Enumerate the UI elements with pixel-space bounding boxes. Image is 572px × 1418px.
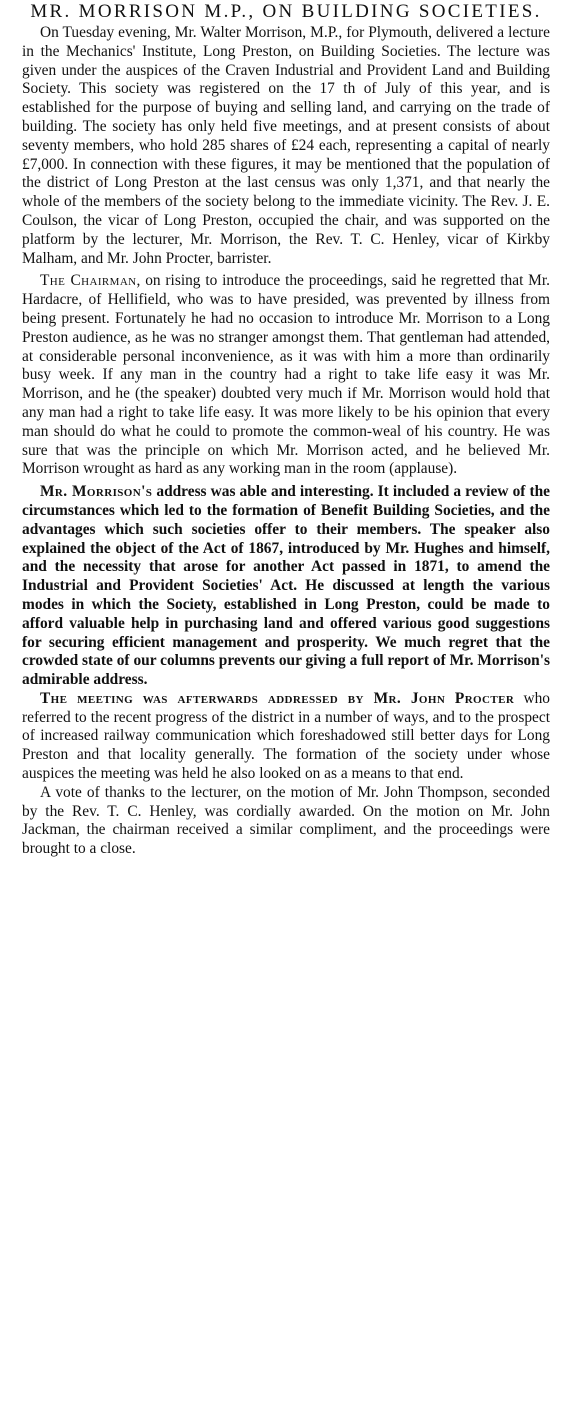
- paragraph-text: A vote of thanks to the lecturer, on the motion of Mr. John Thompson, seconded by the Rev. T. C. Henley, was cordially awarded. On the motion on Mr. John Jackman, the chairman received a similar compliment, and the proceedings were brought to a close.: [22, 783, 550, 858]
- paragraph-lead: The Chairman: [40, 272, 137, 290]
- article-paragraph-address: [22, 483, 550, 690]
- article-paragraph-chairman: [22, 272, 550, 479]
- article-paragraph-intro: [22, 24, 550, 268]
- article-paragraph-procter: [22, 690, 550, 784]
- paragraph-lead: Mr. Morrison's: [40, 483, 153, 501]
- paragraph-text: who referred to the recent progress of the district in a number of ways, and to the prospect of increased railway communication which foreshadowed still better days for Long Preston and that locality generally. The formation of the society under whose auspices the meeting was held he also looked on as a means to that end.: [22, 689, 550, 783]
- paragraph-lead: The meeting was afterwards addressed by Mr. John Procter: [40, 689, 515, 707]
- paragraph-text: On Tuesday evening, Mr. Walter Morrison, M.P., for Plymouth, delivered a lecture in the Mechanics' Institute, Long Preston, on Building Societies. The lecture was given under the auspices of the Craven Industrial and Provident Land and Building Society. This society was registered on the 17 th of July of this year, and is established for the purpose of buying and selling land, and carrying on the trade of building. The society has only held five meetings, and at present consists of about seventy members, who hold 285 shares of £24 each, representing a capital of nearly £7,000. In connection with these figures, it may be mentioned that the population of the district of Long Preston at the last census was only 1,371, and that nearly the whole of the members of the society belong to the immediate vicinity. The Rev. J. E. Coulson, the vicar of Long Preston, occupied the chair, and was supported on the platform by the lecturer, Mr. Morrison, the Rev. T. C. Henley, vicar of Kirkby Malham, and Mr. John Procter, barrister.: [22, 24, 550, 267]
- paragraph-text: , on rising to introduce the proceedings, said he regretted that Mr. Hardacre, of Hellifield, who was to have presided, was prevented by illness from being present. Fortunately he had no occasion to introduce Mr. Morrison to a Long Preston audience, as he was no stranger amongst them. That gentleman had attended, at considerable personal inconvenience, as it was with him a more than ordinarily busy week. If any man in the country had a right to take life easy it was Mr. Morrison, and he (the speaker) doubted very much if Mr. Morrison would hold that any man had a right to take life easy. It was more likely to be his opinion that every man should do what he could to promote the common-weal of his country. He was sure that was the principle on which Mr. Morrison acted, and he believed Mr. Morrison wrought as hard as any working man in the room (applause).: [22, 272, 550, 478]
- article-headline: MR. MORRISON M.P., ON BUILDING SOCIETIES.: [30, 1, 542, 22]
- paragraph-text: address was able and interesting. It included a review of the circumstances which led to the formation of Benefit Building Societies, and the advantages which such societies offer to their members. The speaker also explained the object of the Act of 1867, introduced by Mr. Hughes and himself, and the necessity that arose for another Act passed in 1871, to amend the Industrial and Provident Societies' Act. He discussed at length the various modes in which the Society, established in Long Preston, could be made to afford valuable help in purchasing land and offered various good suggestions for securing efficient management and prosperity. We much regret that the crowded state of our columns prevents our giving a full report of Mr. Morrison's admirable address.: [22, 483, 551, 689]
- article-paragraph-vote-of-thanks: [22, 784, 550, 859]
